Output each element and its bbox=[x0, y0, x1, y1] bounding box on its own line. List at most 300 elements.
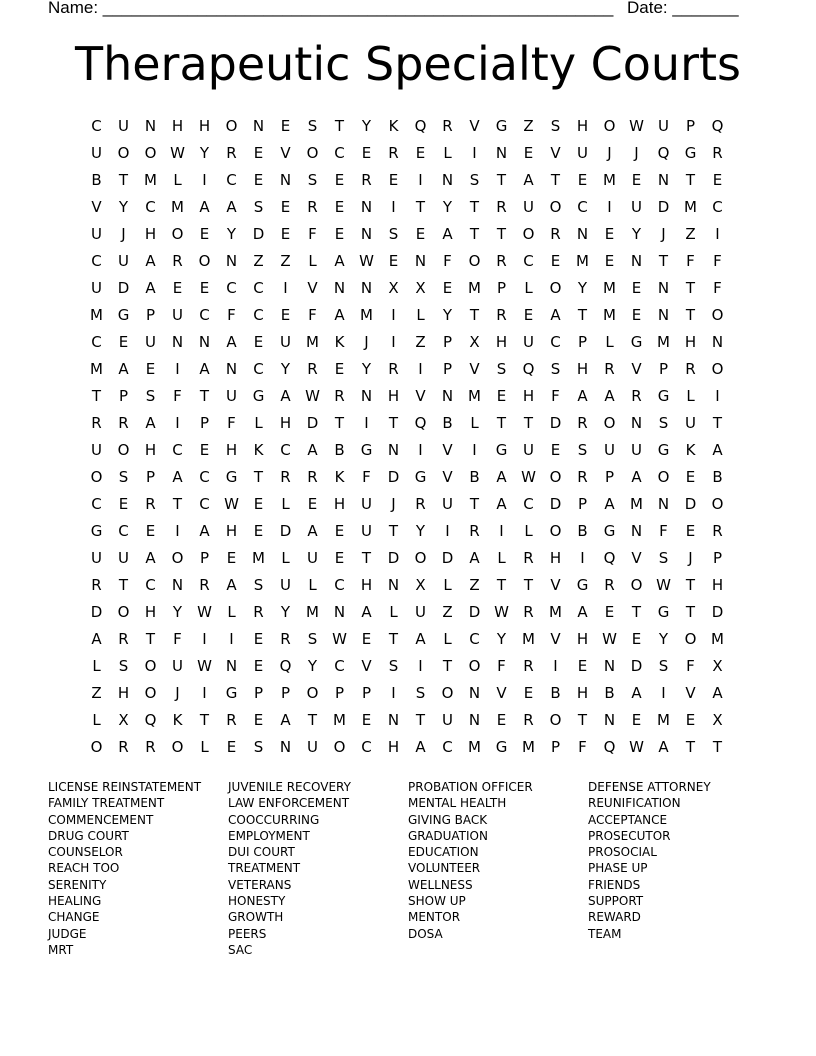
grid-letter: O bbox=[603, 413, 616, 432]
grid-letter: E bbox=[334, 521, 345, 540]
grid-letter: U bbox=[145, 332, 156, 351]
grid-letter: U bbox=[523, 440, 534, 459]
grid-letter: E bbox=[712, 170, 723, 189]
grid-letter: W bbox=[602, 629, 617, 648]
grid-letter: K bbox=[172, 710, 183, 729]
grid-letter: L bbox=[443, 143, 452, 162]
grid-letter: F bbox=[551, 386, 560, 405]
word-list-item: SAC bbox=[228, 942, 253, 957]
grid-letter: E bbox=[496, 386, 507, 405]
grid-letter: C bbox=[469, 629, 480, 648]
grid-letter: E bbox=[199, 224, 210, 243]
grid-letter: S bbox=[550, 116, 561, 135]
word-list-item: MENTOR bbox=[408, 910, 461, 925]
grid-letter: X bbox=[469, 332, 480, 351]
grid-letter: Q bbox=[279, 656, 292, 675]
grid-letter: M bbox=[360, 305, 373, 324]
grid-letter: E bbox=[280, 197, 291, 216]
grid-letter: V bbox=[550, 629, 561, 648]
grid-letter: N bbox=[333, 278, 346, 297]
name-field[interactable]: Name: ______________________________________________________ bbox=[48, 0, 614, 17]
grid-letter: T bbox=[145, 629, 156, 648]
grid-letter: L bbox=[200, 737, 209, 756]
grid-letter: O bbox=[468, 251, 481, 270]
grid-letter: B bbox=[91, 170, 102, 189]
grid-letter: B bbox=[442, 413, 453, 432]
grid-letter: J bbox=[607, 143, 612, 162]
grid-letter: C bbox=[253, 278, 264, 297]
grid-letter: T bbox=[253, 467, 264, 486]
grid-letter: M bbox=[468, 737, 481, 756]
word-list bbox=[48, 779, 788, 958]
grid-letter: D bbox=[90, 602, 103, 621]
grid-letter: R bbox=[145, 494, 156, 513]
grid-letter: Q bbox=[657, 143, 670, 162]
grid-letter: C bbox=[199, 305, 210, 324]
grid-letter: Y bbox=[280, 602, 291, 621]
grid-letter: U bbox=[91, 143, 102, 162]
grid-letter: B bbox=[577, 521, 588, 540]
grid-letter: T bbox=[91, 386, 102, 405]
grid-letter: I bbox=[418, 440, 423, 459]
grid-letter: A bbox=[118, 359, 129, 378]
grid-letter: V bbox=[631, 359, 642, 378]
grid-letter: T bbox=[199, 710, 210, 729]
grid-letter: N bbox=[468, 683, 481, 702]
word-list-item: TEAM bbox=[588, 926, 622, 941]
grid-letter: E bbox=[226, 548, 237, 567]
grid-letter: E bbox=[685, 467, 696, 486]
grid-letter: R bbox=[307, 359, 318, 378]
word-list-item: SUPPORT bbox=[588, 894, 644, 909]
grid-letter: R bbox=[523, 710, 534, 729]
grid-letter: E bbox=[334, 548, 345, 567]
grid-letter: D bbox=[684, 494, 697, 513]
grid-letter: E bbox=[253, 656, 264, 675]
grid-letter: V bbox=[442, 440, 453, 459]
grid-letter: Z bbox=[415, 332, 426, 351]
grid-letter: L bbox=[227, 602, 236, 621]
word-list-item: DEFENSE ATTORNEY bbox=[588, 780, 711, 794]
word-list-item: DUI COURT bbox=[228, 845, 295, 860]
word-list-item: DOSA bbox=[408, 926, 443, 941]
grid-letter: Q bbox=[414, 413, 427, 432]
grid-letter: N bbox=[360, 224, 373, 243]
grid-letter: R bbox=[523, 656, 534, 675]
grid-letter: A bbox=[145, 413, 156, 432]
grid-letter: R bbox=[307, 467, 318, 486]
grid-letter: P bbox=[334, 683, 345, 702]
grid-letter: Y bbox=[658, 629, 669, 648]
grid-letter: Q bbox=[144, 710, 157, 729]
grid-letter: U bbox=[307, 737, 318, 756]
grid-letter: P bbox=[199, 413, 210, 432]
grid-letter: M bbox=[630, 494, 643, 513]
grid-letter: D bbox=[711, 602, 724, 621]
grid-letter: P bbox=[361, 683, 372, 702]
grid-letter: A bbox=[712, 683, 723, 702]
grid-letter: R bbox=[199, 575, 210, 594]
grid-letter: S bbox=[118, 656, 129, 675]
grid-letter: O bbox=[414, 548, 427, 567]
grid-letter: G bbox=[495, 116, 508, 135]
grid-letter: O bbox=[711, 305, 724, 324]
grid-letter: Q bbox=[603, 548, 616, 567]
grid-letter: S bbox=[253, 197, 264, 216]
grid-letter: E bbox=[334, 197, 345, 216]
grid-letter: H bbox=[144, 224, 157, 243]
grid-letter: T bbox=[685, 170, 696, 189]
grid-letter: R bbox=[442, 116, 453, 135]
grid-letter: S bbox=[415, 683, 426, 702]
grid-letter: C bbox=[334, 143, 345, 162]
grid-letter: M bbox=[711, 629, 724, 648]
grid-letter: E bbox=[523, 143, 534, 162]
grid-letter: A bbox=[199, 521, 210, 540]
grid-letter: T bbox=[577, 710, 588, 729]
grid-letter: U bbox=[361, 521, 372, 540]
grid-letter: A bbox=[577, 386, 588, 405]
grid-letter: T bbox=[334, 116, 345, 135]
grid-letter: O bbox=[144, 683, 157, 702]
grid-letter: T bbox=[685, 575, 696, 594]
grid-letter: E bbox=[172, 278, 183, 297]
grid-letter: M bbox=[171, 197, 184, 216]
grid-letter: T bbox=[172, 494, 183, 513]
grid-letter: N bbox=[198, 332, 211, 351]
grid-letter: R bbox=[604, 359, 615, 378]
grid-letter: M bbox=[603, 278, 616, 297]
grid-letter: R bbox=[307, 197, 318, 216]
grid-letter: L bbox=[254, 413, 263, 432]
grid-letter: E bbox=[253, 332, 264, 351]
word-list-item: GRADUATION bbox=[408, 828, 488, 843]
grid-letter: O bbox=[468, 656, 481, 675]
grid-letter: O bbox=[711, 494, 724, 513]
grid-letter: R bbox=[685, 359, 696, 378]
grid-letter: P bbox=[577, 494, 588, 513]
grid-letter: G bbox=[657, 602, 670, 621]
grid-letter: F bbox=[686, 656, 695, 675]
grid-letter: O bbox=[306, 683, 319, 702]
grid-letter: U bbox=[172, 305, 183, 324]
grid-letter: H bbox=[387, 737, 400, 756]
word-list-column bbox=[48, 779, 228, 958]
grid-letter: K bbox=[334, 332, 345, 351]
grid-letter: U bbox=[523, 197, 534, 216]
word-list-item: PHASE UP bbox=[588, 861, 648, 876]
grid-letter: P bbox=[550, 737, 561, 756]
grid-letter: E bbox=[226, 737, 237, 756]
grid-letter: T bbox=[469, 305, 480, 324]
grid-letter: Q bbox=[414, 116, 427, 135]
grid-letter: R bbox=[361, 170, 372, 189]
grid-letter: N bbox=[279, 170, 292, 189]
word-list-item: REACH TOO bbox=[48, 861, 120, 876]
grid-letter: R bbox=[145, 737, 156, 756]
grid-letter: P bbox=[496, 278, 507, 297]
word-list-item: WELLNESS bbox=[408, 877, 473, 892]
grid-letter: Y bbox=[442, 197, 453, 216]
grid-letter: N bbox=[657, 494, 670, 513]
grid-letter: C bbox=[172, 440, 183, 459]
grid-letter: I bbox=[202, 170, 207, 189]
grid-letter: T bbox=[685, 602, 696, 621]
grid-letter: A bbox=[145, 548, 156, 567]
grid-letter: P bbox=[577, 332, 588, 351]
grid-letter: G bbox=[90, 521, 103, 540]
grid-letter: N bbox=[252, 116, 265, 135]
grid-letter: T bbox=[685, 737, 696, 756]
grid-letter: Y bbox=[442, 305, 453, 324]
grid-letter: P bbox=[604, 467, 615, 486]
date-field[interactable]: Date: _______ bbox=[627, 0, 739, 17]
grid-letter: U bbox=[91, 224, 102, 243]
word-list-item: REUNIFICATION bbox=[588, 796, 681, 811]
grid-letter: C bbox=[361, 737, 372, 756]
grid-letter: A bbox=[631, 467, 642, 486]
grid-letter: Y bbox=[172, 602, 183, 621]
grid-letter: P bbox=[442, 359, 453, 378]
grid-letter: M bbox=[306, 332, 319, 351]
word-list-item: COOCCURRING bbox=[228, 812, 320, 827]
grid-letter: Y bbox=[226, 224, 237, 243]
grid-letter: D bbox=[630, 656, 643, 675]
grid-letter: I bbox=[472, 440, 477, 459]
grid-letter: S bbox=[388, 656, 399, 675]
grid-letter: S bbox=[577, 440, 588, 459]
grid-letter: A bbox=[442, 224, 453, 243]
grid-letter: R bbox=[118, 737, 129, 756]
grid-letter: W bbox=[197, 656, 212, 675]
grid-letter: O bbox=[198, 251, 211, 270]
word-list-column bbox=[588, 779, 768, 958]
grid-letter: R bbox=[334, 386, 345, 405]
grid-letter: A bbox=[361, 602, 372, 621]
grid-letter: N bbox=[630, 251, 643, 270]
grid-letter: T bbox=[388, 413, 399, 432]
grid-letter: V bbox=[469, 116, 480, 135]
grid-letter: E bbox=[361, 629, 372, 648]
grid-letter: I bbox=[661, 683, 666, 702]
word-list-item: GIVING BACK bbox=[408, 812, 488, 827]
grid-letter: O bbox=[549, 710, 562, 729]
grid-letter: T bbox=[469, 494, 480, 513]
grid-letter: C bbox=[550, 332, 561, 351]
grid-letter: J bbox=[661, 224, 666, 243]
grid-letter: J bbox=[634, 143, 639, 162]
grid-letter: I bbox=[175, 521, 180, 540]
grid-letter: Z bbox=[469, 575, 480, 594]
grid-letter: A bbox=[415, 629, 426, 648]
grid-letter: U bbox=[118, 116, 129, 135]
grid-letter: O bbox=[90, 737, 103, 756]
grid-letter: E bbox=[253, 710, 264, 729]
grid-letter: V bbox=[91, 197, 102, 216]
grid-letter: X bbox=[712, 656, 723, 675]
grid-letter: S bbox=[658, 413, 669, 432]
grid-letter: A bbox=[226, 332, 237, 351]
grid-letter: N bbox=[657, 305, 670, 324]
grid-letter: O bbox=[549, 278, 562, 297]
word-list-item: FAMILY TREATMENT bbox=[48, 796, 165, 811]
grid-letter: A bbox=[226, 197, 237, 216]
grid-letter: E bbox=[334, 224, 345, 243]
grid-letter: I bbox=[418, 170, 423, 189]
grid-letter: T bbox=[415, 710, 426, 729]
grid-letter: H bbox=[279, 413, 292, 432]
grid-letter: N bbox=[603, 656, 616, 675]
grid-letter: N bbox=[360, 278, 373, 297]
grid-letter: Y bbox=[415, 521, 426, 540]
grid-letter: W bbox=[197, 602, 212, 621]
grid-letter: V bbox=[280, 143, 291, 162]
grid-letter: R bbox=[253, 602, 264, 621]
grid-letter: N bbox=[171, 575, 184, 594]
grid-letter: A bbox=[280, 386, 291, 405]
grid-letter: M bbox=[657, 710, 670, 729]
grid-letter: Q bbox=[522, 359, 535, 378]
grid-letter: C bbox=[91, 116, 102, 135]
grid-letter: V bbox=[415, 386, 426, 405]
grid-letter: H bbox=[225, 521, 238, 540]
grid-letter: G bbox=[225, 683, 238, 702]
grid-letter: E bbox=[496, 710, 507, 729]
grid-letter: R bbox=[415, 494, 426, 513]
grid-letter: H bbox=[144, 602, 157, 621]
grid-letter: D bbox=[252, 224, 265, 243]
word-list-item: LICENSE REINSTATEMENT bbox=[48, 780, 202, 794]
grid-letter: I bbox=[175, 359, 180, 378]
grid-letter: I bbox=[418, 359, 423, 378]
grid-letter: A bbox=[334, 251, 345, 270]
grid-letter: S bbox=[550, 359, 561, 378]
word-list-item: LAW ENFORCEMENT bbox=[228, 796, 350, 811]
grid-letter: A bbox=[496, 467, 507, 486]
grid-letter: C bbox=[253, 305, 264, 324]
grid-letter: N bbox=[441, 170, 454, 189]
grid-letter: L bbox=[524, 278, 533, 297]
grid-letter: E bbox=[307, 494, 318, 513]
word-list-item: JUDGE bbox=[48, 926, 87, 941]
grid-letter: W bbox=[629, 737, 644, 756]
grid-letter: T bbox=[307, 710, 318, 729]
grid-letter: N bbox=[630, 521, 643, 540]
grid-letter: U bbox=[361, 494, 372, 513]
grid-letter: C bbox=[91, 251, 102, 270]
grid-letter: T bbox=[388, 521, 399, 540]
grid-letter: Y bbox=[118, 197, 129, 216]
grid-letter: U bbox=[91, 440, 102, 459]
word-list-column bbox=[228, 779, 408, 958]
grid-letter: R bbox=[226, 143, 237, 162]
grid-letter: W bbox=[521, 467, 536, 486]
grid-letter: G bbox=[225, 467, 238, 486]
grid-letter: E bbox=[388, 251, 399, 270]
grid-letter: L bbox=[92, 710, 101, 729]
grid-letter: H bbox=[117, 683, 130, 702]
grid-letter: E bbox=[199, 278, 210, 297]
grid-letter: O bbox=[306, 143, 319, 162]
grid-letter: T bbox=[469, 224, 480, 243]
grid-letter: H bbox=[576, 359, 589, 378]
grid-letter: I bbox=[472, 143, 477, 162]
grid-letter: I bbox=[553, 656, 558, 675]
grid-letter: S bbox=[118, 467, 129, 486]
grid-letter: C bbox=[145, 575, 156, 594]
grid-letter: N bbox=[657, 278, 670, 297]
grid-letter: P bbox=[253, 683, 264, 702]
grid-letter: N bbox=[387, 440, 400, 459]
grid-letter: T bbox=[577, 305, 588, 324]
grid-letter: T bbox=[199, 386, 210, 405]
grid-letter: W bbox=[494, 602, 509, 621]
grid-letter: E bbox=[631, 170, 642, 189]
grid-letter: U bbox=[442, 710, 453, 729]
grid-letter: W bbox=[359, 251, 374, 270]
grid-letter: R bbox=[523, 602, 534, 621]
grid-letter: P bbox=[145, 467, 156, 486]
grid-letter: C bbox=[334, 656, 345, 675]
grid-letter: M bbox=[522, 629, 535, 648]
grid-letter: F bbox=[578, 737, 587, 756]
word-list-item: EMPLOYMENT bbox=[228, 828, 310, 843]
word-list-item: EDUCATION bbox=[408, 845, 479, 860]
word-list-item: COMMENCEMENT bbox=[48, 812, 154, 827]
grid-letter: D bbox=[387, 467, 400, 486]
grid-letter: V bbox=[550, 143, 561, 162]
grid-letter: T bbox=[496, 413, 507, 432]
grid-letter: O bbox=[711, 359, 724, 378]
grid-letter: X bbox=[415, 278, 426, 297]
grid-letter: S bbox=[307, 629, 318, 648]
grid-letter: E bbox=[685, 710, 696, 729]
grid-letter: C bbox=[712, 197, 723, 216]
grid-letter: E bbox=[523, 305, 534, 324]
word-list-column bbox=[408, 779, 588, 958]
grid-letter: V bbox=[496, 683, 507, 702]
grid-letter: O bbox=[171, 737, 184, 756]
grid-letter: L bbox=[389, 602, 398, 621]
grid-letter: Y bbox=[280, 359, 291, 378]
grid-letter: P bbox=[280, 683, 291, 702]
word-list-item: VOLUNTEER bbox=[408, 861, 481, 876]
grid-letter: M bbox=[603, 170, 616, 189]
grid-letter: I bbox=[499, 521, 504, 540]
grid-letter: U bbox=[280, 332, 291, 351]
grid-letter: H bbox=[198, 116, 211, 135]
grid-letter: M bbox=[576, 251, 589, 270]
grid-letter: L bbox=[308, 251, 317, 270]
grid-letter: D bbox=[279, 521, 292, 540]
grid-letter: S bbox=[253, 575, 264, 594]
grid-letter: U bbox=[658, 116, 669, 135]
grid-letter: I bbox=[715, 224, 720, 243]
grid-letter: V bbox=[442, 467, 453, 486]
grid-letter: N bbox=[144, 116, 157, 135]
grid-letter: U bbox=[118, 548, 129, 567]
grid-letter: Y bbox=[577, 278, 588, 297]
grid-letter: M bbox=[468, 386, 481, 405]
grid-letter: R bbox=[226, 710, 237, 729]
grid-letter: V bbox=[469, 359, 480, 378]
grid-letter: Y bbox=[496, 629, 507, 648]
grid-letter: J bbox=[175, 683, 180, 702]
word-list-item: DRUG COURT bbox=[48, 828, 129, 843]
grid-letter: U bbox=[91, 278, 102, 297]
grid-letter: Z bbox=[253, 251, 264, 270]
grid-letter: F bbox=[659, 521, 668, 540]
